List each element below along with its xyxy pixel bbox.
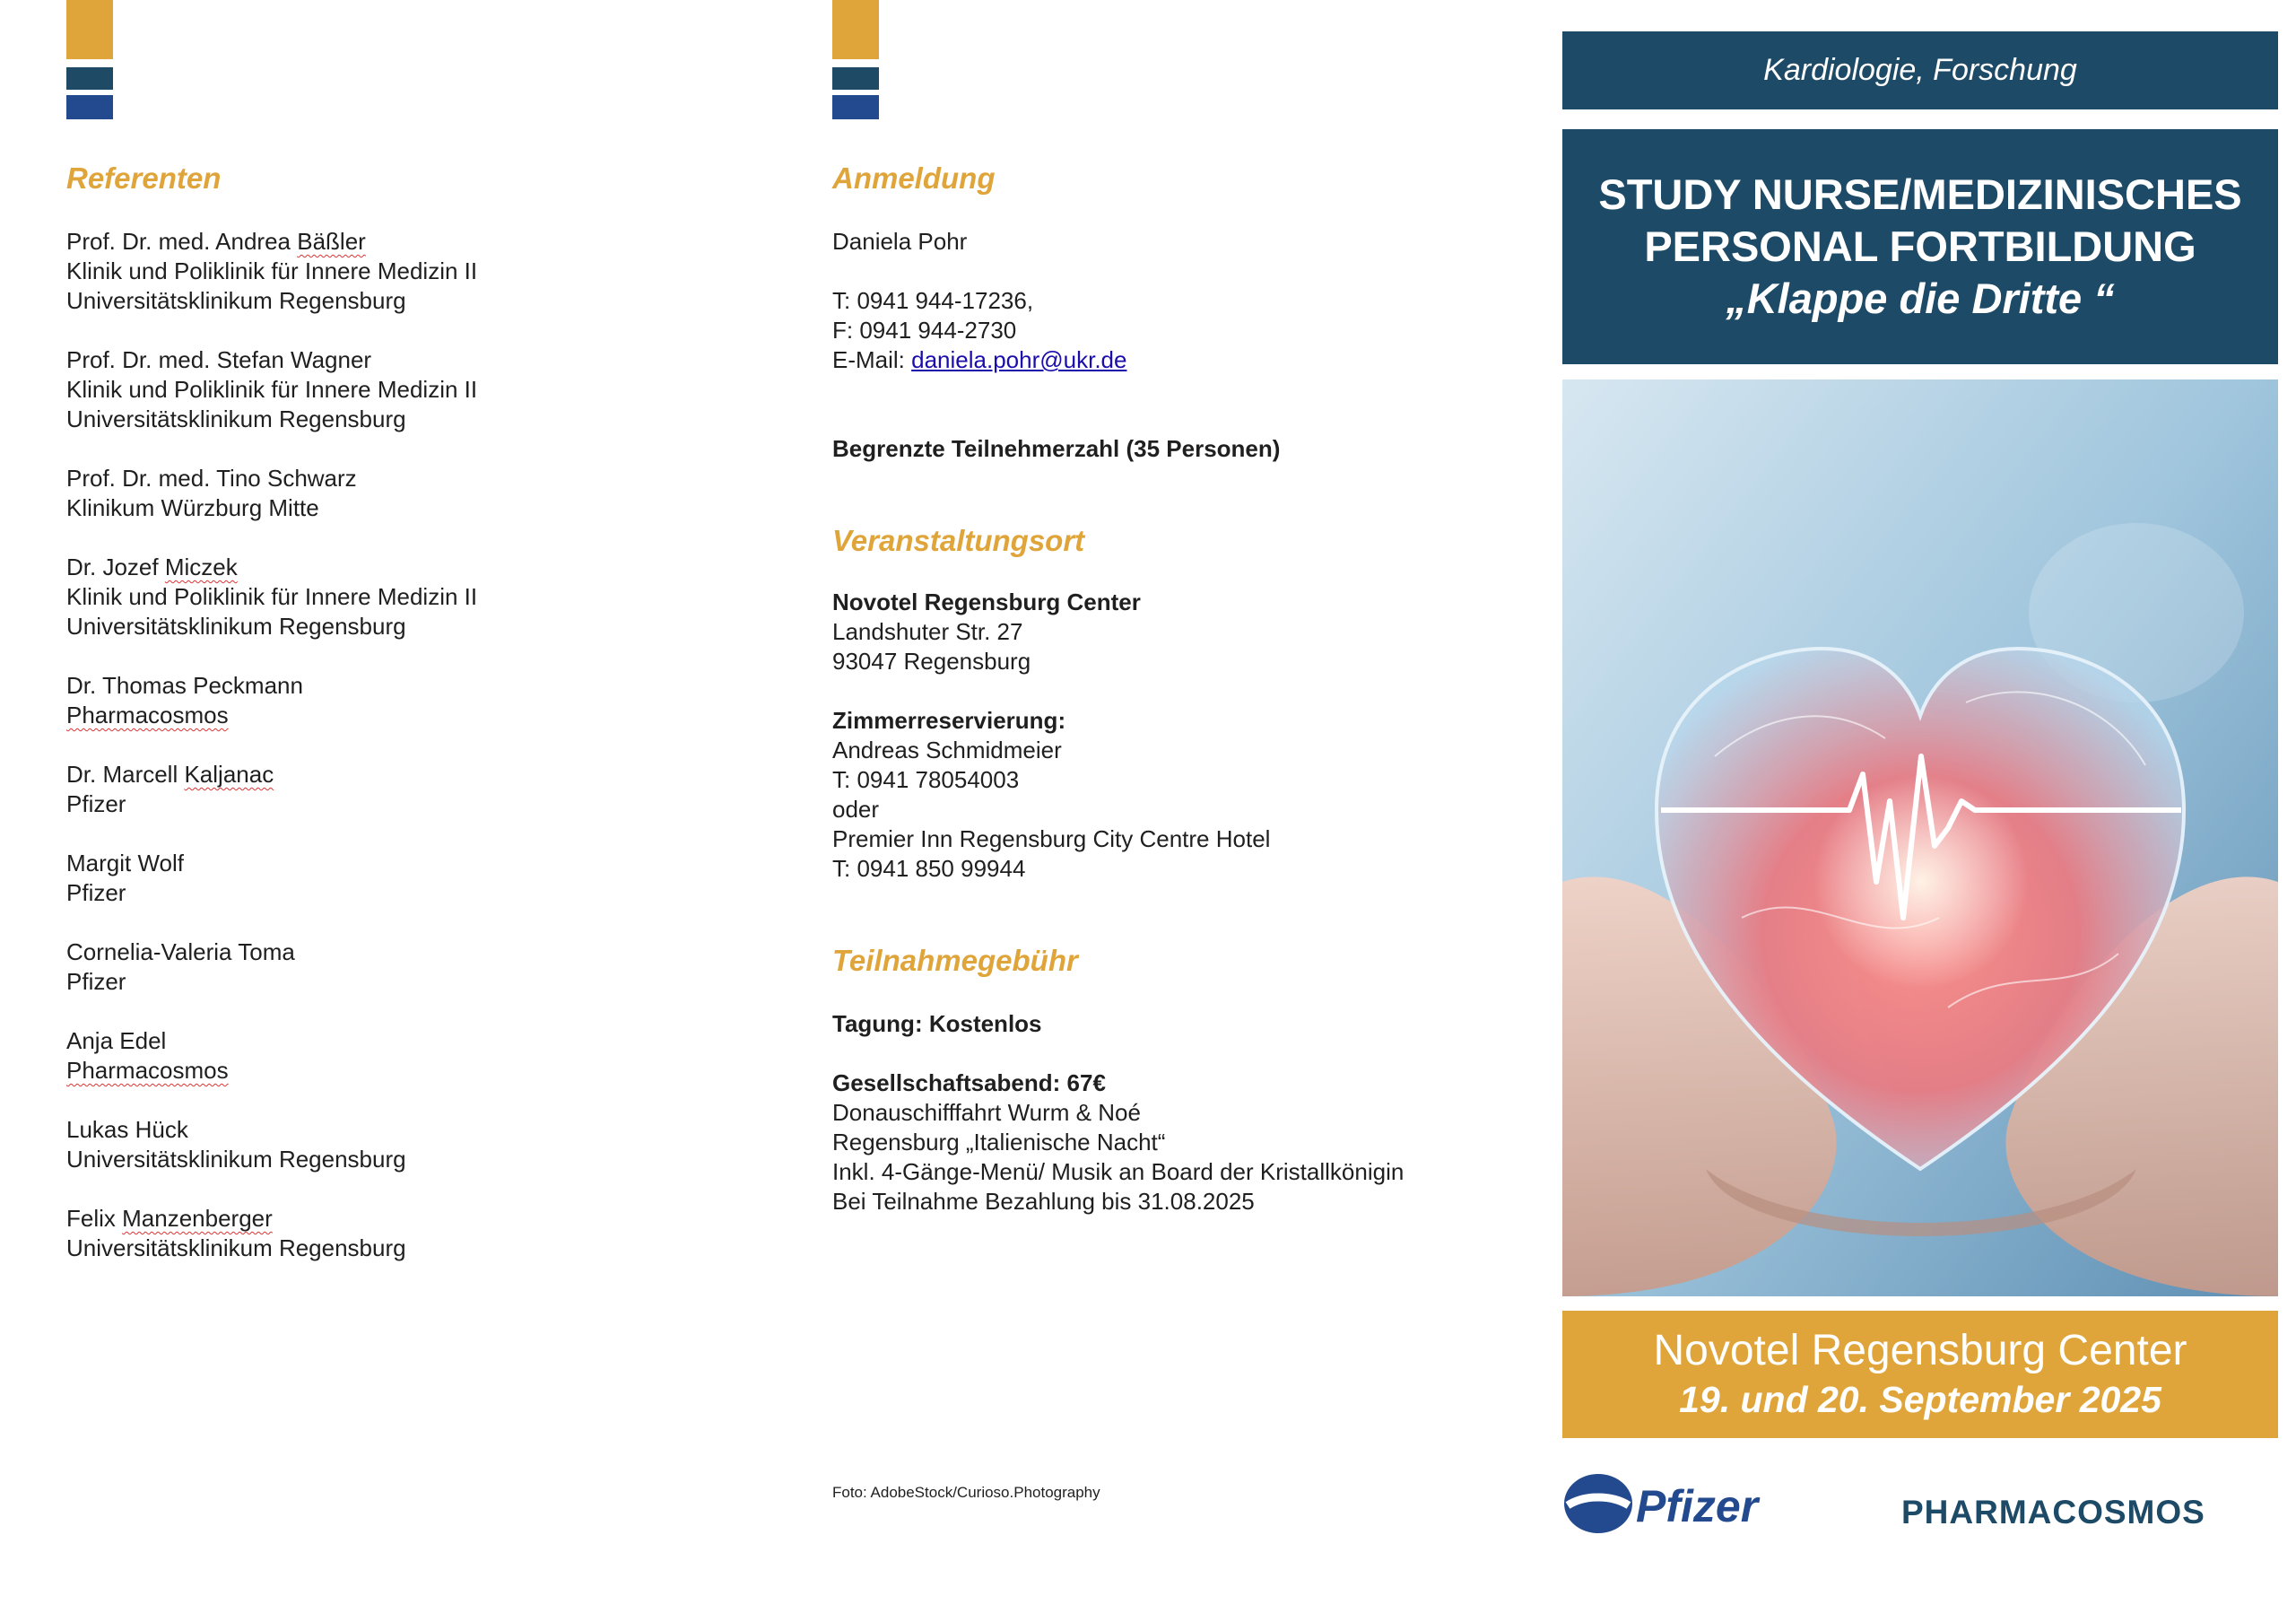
photo-credit: Foto: AdobeStock/Curioso.Photography	[832, 1484, 1100, 1501]
hero-heart-image	[1562, 379, 2278, 1296]
speaker-affiliation: Universitätsklinikum Regensburg	[66, 406, 406, 432]
speaker-name: Prof. Dr. med. Tino Schwarz	[66, 465, 357, 492]
rooms-label: Zimmerreservierung:	[832, 707, 1066, 734]
date-box	[1562, 1311, 2278, 1438]
speaker-item	[66, 345, 477, 434]
speakers-list	[66, 227, 477, 1293]
speaker-affiliation: Klinik und Poliklinik für Innere Medizin II	[66, 376, 478, 403]
speaker-affiliation: Klinik und Poliklinik für Innere Medizin II	[66, 583, 478, 610]
speaker-name: Lukas Hück	[66, 1116, 188, 1143]
registration-fax: F: 0941 944-2730	[832, 317, 1017, 344]
title-line: PERSONAL FORTBILDUNG	[1644, 222, 2196, 270]
speaker-name: Prof. Dr. med. Stefan Wagner	[66, 346, 372, 373]
speaker-affiliation: Klinikum Würzburg Mitte	[66, 494, 319, 521]
fee-block	[832, 1009, 1404, 1216]
fee-evening-line: Regensburg „Italienische Nacht“	[832, 1129, 1166, 1155]
participant-limit: Begrenzte Teilnehmerzahl (35 Personen)	[832, 435, 1281, 462]
speaker-affiliation: Pharmacosmos	[66, 1057, 229, 1084]
fee-evening-line: Bei Teilnahme Bezahlung bis 31.08.2025	[832, 1188, 1255, 1215]
speaker-item	[66, 671, 477, 730]
pharmacosmos-logo: PHARMACOSMOS	[1901, 1494, 2205, 1530]
cover-date: 19. und 20. September 2025	[1679, 1379, 2161, 1420]
speaker-name: Margit Wolf	[66, 850, 184, 876]
speaker-affiliation: Universitätsklinikum Regensburg	[66, 1146, 406, 1173]
topic-tag: Kardiologie, Forschung	[1562, 31, 2278, 109]
email-link[interactable]: daniela.pohr@ukr.de	[911, 346, 1127, 373]
speaker-affiliation: Pfizer	[66, 968, 126, 995]
heart-illustration	[1562, 379, 2278, 1296]
speaker-affiliation: Klinik und Poliklinik für Innere Medizin II	[66, 257, 478, 284]
title-subtitle: „Klappe die Dritte “	[1726, 275, 2115, 322]
email-label: E-Mail:	[832, 346, 912, 373]
title-line: STUDY NURSE/MEDIZINISCHES	[1598, 170, 2242, 218]
venue-street: Landshuter Str. 27	[832, 618, 1023, 645]
decorative-squares	[66, 0, 113, 119]
speaker-item	[66, 760, 477, 819]
venue-block	[832, 588, 1270, 884]
pfizer-logo-text: Pfizer	[1636, 1481, 1759, 1531]
rooms-phone: T: 0941 78054003	[832, 766, 1020, 793]
speaker-item	[66, 937, 477, 997]
speaker-affiliation: Universitätsklinikum Regensburg	[66, 1234, 406, 1261]
alt-hotel: Premier Inn Regensburg City Centre Hotel	[832, 825, 1271, 852]
speaker-name: Dr. Jozef Miczek	[66, 554, 238, 580]
speaker-affiliation: Pfizer	[66, 790, 126, 817]
registration-phone: T: 0941 944-17236,	[832, 287, 1034, 314]
fee-evening-line: Inkl. 4-Gänge-Menü/ Musik an Board der Kristallkönigin	[832, 1158, 1405, 1185]
speaker-affiliation: Universitätsklinikum Regensburg	[66, 613, 406, 640]
venue-heading: Veranstaltungsort	[832, 524, 1085, 557]
speaker-affiliation: Pharmacosmos	[66, 702, 229, 728]
venue-city: 93047 Regensburg	[832, 648, 1031, 675]
speaker-name: Anja Edel	[66, 1027, 167, 1054]
title-box	[1562, 129, 2278, 364]
speaker-affiliation: Universitätsklinikum Regensburg	[66, 287, 406, 314]
rooms-or: oder	[832, 796, 880, 823]
speaker-item	[66, 1115, 477, 1174]
registration-contact: Daniela Pohr	[832, 228, 968, 255]
speaker-name: Cornelia-Valeria Toma	[66, 938, 295, 965]
speaker-affiliation: Pfizer	[66, 879, 126, 906]
fee-conference: Tagung: Kostenlos	[832, 1010, 1042, 1037]
speakers-heading: Referenten	[66, 161, 222, 195]
cover-venue: Novotel Regensburg Center	[1653, 1327, 2187, 1374]
speaker-item	[66, 1026, 477, 1086]
decorative-squares	[832, 0, 879, 119]
speaker-name: Dr. Marcell Kaljanac	[66, 761, 274, 788]
speaker-item	[66, 849, 477, 908]
fee-evening-line: Donauschifffahrt Wurm & Noé	[832, 1099, 1141, 1126]
speaker-item	[66, 553, 477, 641]
speaker-item	[66, 227, 477, 316]
speaker-name: Felix Manzenberger	[66, 1205, 273, 1232]
venue-name: Novotel Regensburg Center	[832, 589, 1141, 615]
registration-heading: Anmeldung	[832, 161, 996, 195]
speaker-item	[66, 464, 477, 523]
fee-heading: Teilnahmegebühr	[832, 944, 1078, 977]
cover-column	[1562, 0, 2278, 1622]
fee-evening-label: Gesellschaftsabend: 67€	[832, 1069, 1106, 1096]
registration-block	[832, 227, 1280, 464]
registration-email-row	[832, 345, 1280, 375]
pfizer-logo	[1562, 1461, 1769, 1550]
speaker-name: Dr. Thomas Peckmann	[66, 672, 303, 699]
alt-phone: T: 0941 850 99944	[832, 855, 1026, 882]
speaker-item	[66, 1204, 477, 1263]
rooms-contact: Andreas Schmidmeier	[832, 737, 1062, 763]
speaker-name: Prof. Dr. med. Andrea Bäßler	[66, 228, 366, 255]
